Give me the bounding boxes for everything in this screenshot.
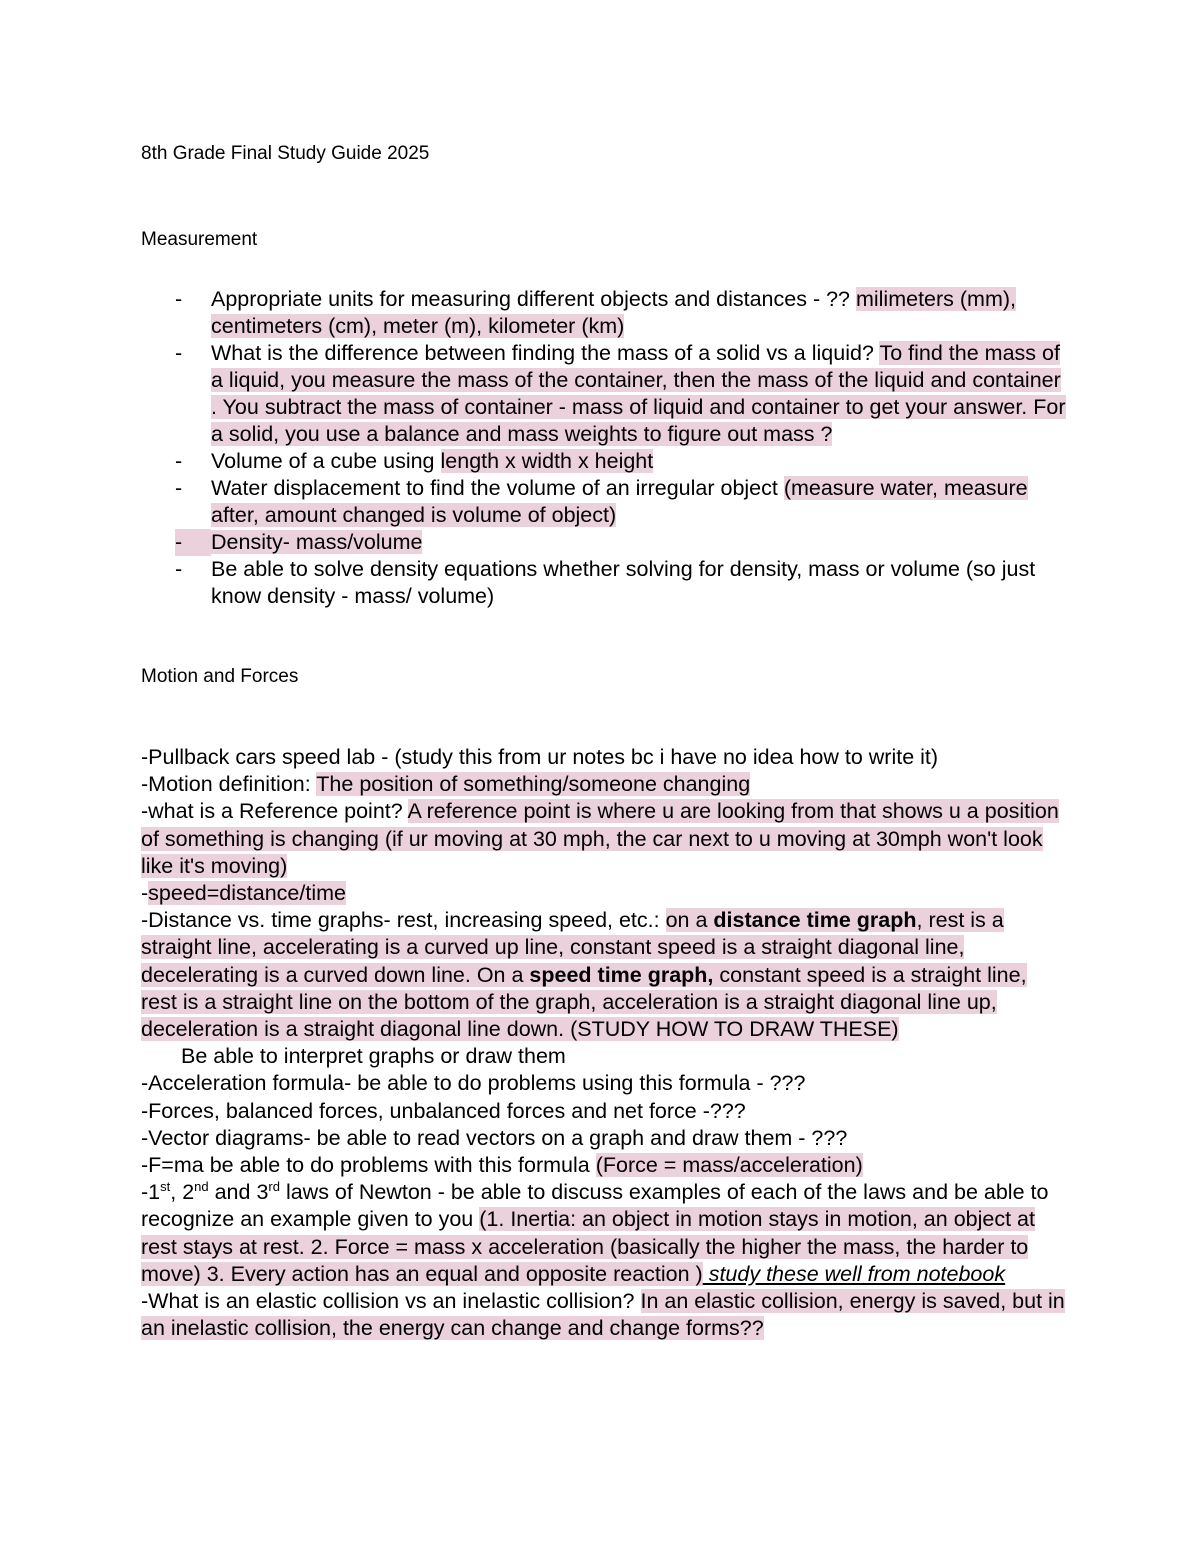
list-item: - What is the difference between finding the mass of a solid vs a liquid? To find the mass of a liquid, you measure the mass of the container, then the mass of the liquid and container . You subtract the mass of container - mass of liquid and container to get your answer. For a solid, you use a balance and mass weights to figure out mass ? xyxy=(175,341,1066,446)
list-item: -F=ma be able to do problems with this formula (Force = mass/acceleration) xyxy=(141,1153,863,1178)
list-item: -Motion definition: The position of something/someone changing xyxy=(141,772,751,797)
list-item: -Forces, balanced forces, unbalanced forces and net force -??? xyxy=(141,1098,746,1123)
list-item: -Acceleration formula- be able to do problems using this formula - ??? xyxy=(141,1071,806,1096)
measurement-list xyxy=(141,286,1071,610)
motion-section xyxy=(141,744,1066,1342)
study-note: study these well from notebook xyxy=(702,1261,1006,1286)
list-item: - Water displacement to find the volume of an irregular object (measure water, measure after, amount changed is volume of object) xyxy=(175,476,1028,527)
list-item: -Pullback cars speed lab - (study this from ur notes bc i have no idea how to write it) xyxy=(141,745,939,769)
list-item: -speed=distance/time xyxy=(141,881,346,906)
measurement-heading: Measurement xyxy=(141,229,258,250)
motion-heading: Motion and Forces xyxy=(141,666,299,687)
list-item: -Vector diagrams- be able to read vectors on a graph and draw them - ??? xyxy=(141,1125,848,1150)
list-item: -Distance vs. time graphs- rest, increasing speed, etc.: on a distance time graph, rest is a straight line, accelerating is a curved up line, constant speed is a straight diagonal line, decelerating is a curved down line. On a speed time graph, constant speed is a straight line, rest is a straight line on the bottom of the graph, acceleration is a straight diagonal line up, deceleration is a straight diagonal line down. (STUDY HOW TO DRAW THESE) xyxy=(141,908,1027,1042)
list-item: - Appropriate units for measuring different objects and distances - ?? milimeters (mm), centimeters (cm), meter (m), kilometer (km) xyxy=(175,287,1017,338)
list-item: -what is a Reference point? A reference point is where u are looking from that shows u a position of something is changing (if ur moving at 30 mph, the car next to u moving at 30mph won't look like it's moving) xyxy=(141,799,1059,878)
list-item: Be able to interpret graphs or draw them xyxy=(181,1044,566,1069)
list-item: -1st, 2nd and 3rd laws of Newton - be able to discuss examples of each of the laws and be able to recognize an example given to you (1. Inertia: an object in motion stays in motion, an object at rest stays at rest. 2. Force = mass x acceleration (basically the higher the mass, the harder to move) 3. Every action has an equal and opposite reaction ) study these well from notebook xyxy=(141,1179,1049,1286)
list-item: -What is an elastic collision vs an inelastic collision? In an elastic collision, energy is saved, but in an inelastic collision, the energy can change and change forms?? xyxy=(141,1289,1065,1341)
list-item: - Be able to solve density equations whether solving for density, mass or volume (so just know density - mass/ volume) xyxy=(175,557,1036,608)
list-item: - Volume of a cube using length x width x height xyxy=(175,449,654,473)
list-item: - Density- mass/volume xyxy=(175,530,423,554)
document-title: 8th Grade Final Study Guide 2025 xyxy=(141,143,430,164)
